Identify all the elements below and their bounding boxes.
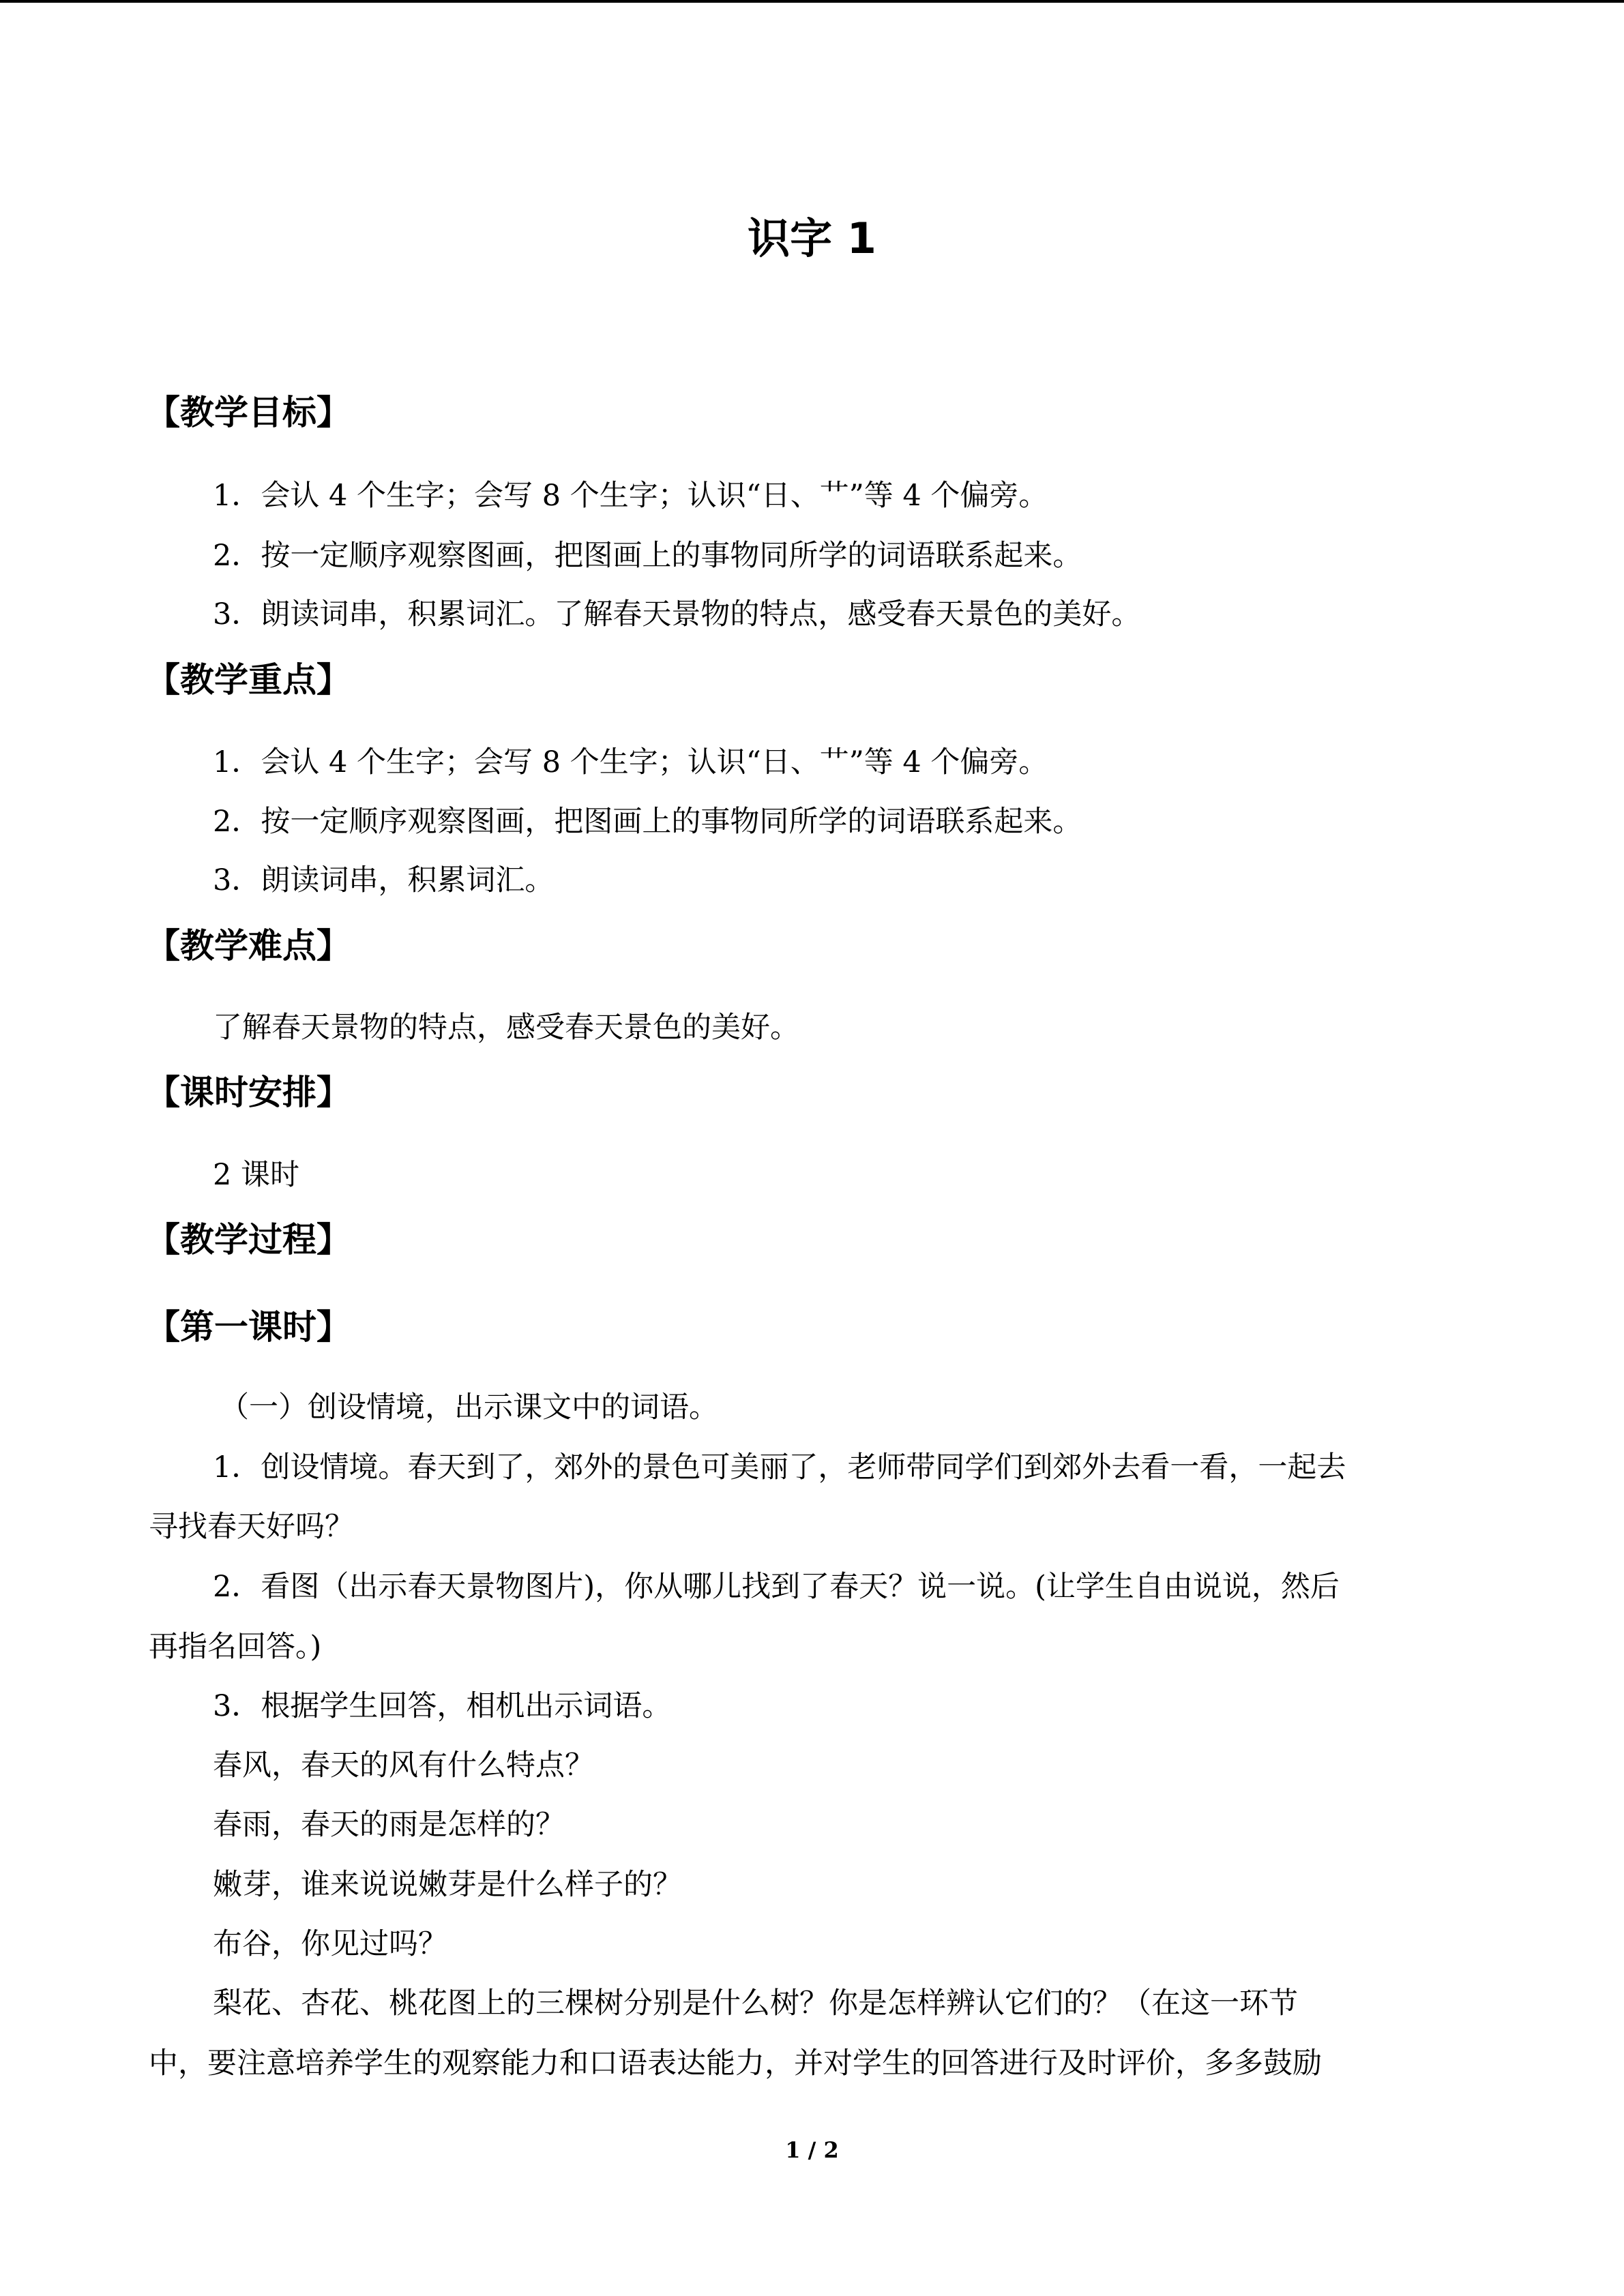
key-item-2: 2．按一定顺序观察图画，把图画上的事物同所学的词语联系起来。 — [213, 805, 1082, 839]
question-blossoms-line-1: 梨花、杏花、桃花图上的三棵树分别是什么树？你是怎样辨认它们的？（在这一环节 — [213, 1986, 1298, 2021]
difficulty-text: 了解春天景物的特点，感受春天景色的美好。 — [213, 1011, 799, 1045]
goal-item-3: 3．朗读词串，积累词汇。了解春天景物的特点，感受春天景色的美好。 — [213, 597, 1141, 631]
goal-item-2: 2．按一定顺序观察图画，把图画上的事物同所学的词语联系起来。 — [213, 539, 1082, 573]
process-step-1: （一）创设情境，出示课文中的词语。 — [220, 1390, 718, 1425]
question-spring-wind: 春风，春天的风有什么特点？ — [213, 1748, 594, 1783]
top-border-rule — [0, 0, 1624, 3]
key-item-1: 1．会认 4 个生字；会写 8 个生字；认识“日、艹”等 4 个偏旁。 — [213, 745, 1048, 779]
heading-class-schedule: 【课时安排】 — [146, 1073, 351, 1112]
heading-first-lesson: 【第一课时】 — [146, 1307, 351, 1347]
process-item-3: 3．根据学生回答，相机出示词语。 — [213, 1689, 672, 1723]
process-item-1-line-2: 寻找春天好吗？ — [149, 1510, 354, 1544]
key-item-3: 3．朗读词串，积累词汇。 — [213, 863, 555, 897]
question-blossoms-line-2: 中，要注意培养学生的观察能力和口语表达能力，并对学生的回答进行及时评价，多多鼓励 — [149, 2046, 1322, 2081]
schedule-text: 2 课时 — [213, 1158, 300, 1192]
page-number: 1 / 2 — [785, 2137, 839, 2163]
heading-teaching-goals: 【教学目标】 — [146, 393, 351, 432]
process-item-2-line-2: 再指名回答。) — [149, 1630, 322, 1664]
heading-teaching-difficulty: 【教学难点】 — [146, 926, 351, 966]
process-item-1-line-1: 1．创设情境。春天到了，郊外的景色可美丽了，老师带同学们到郊外去看一看，一起去 — [213, 1450, 1346, 1485]
process-item-2-line-1: 2．看图（出示春天景物图片)，你从哪儿找到了春天？说一说。(让学生自由说说，然后 — [213, 1570, 1340, 1604]
heading-teaching-process: 【教学过程】 — [146, 1220, 351, 1259]
goal-item-1: 1．会认 4 个生字；会写 8 个生字；认识“日、艹”等 4 个偏旁。 — [213, 479, 1048, 513]
question-cuckoo: 布谷，你见过吗？ — [213, 1927, 447, 1961]
heading-teaching-key-points: 【教学重点】 — [146, 660, 351, 700]
question-spring-rain: 春雨，春天的雨是怎样的？ — [213, 1808, 565, 1842]
page-title: 识字 1 — [748, 213, 876, 263]
question-tender-buds: 嫩芽，谁来说说嫩芽是什么样子的？ — [213, 1868, 682, 1902]
